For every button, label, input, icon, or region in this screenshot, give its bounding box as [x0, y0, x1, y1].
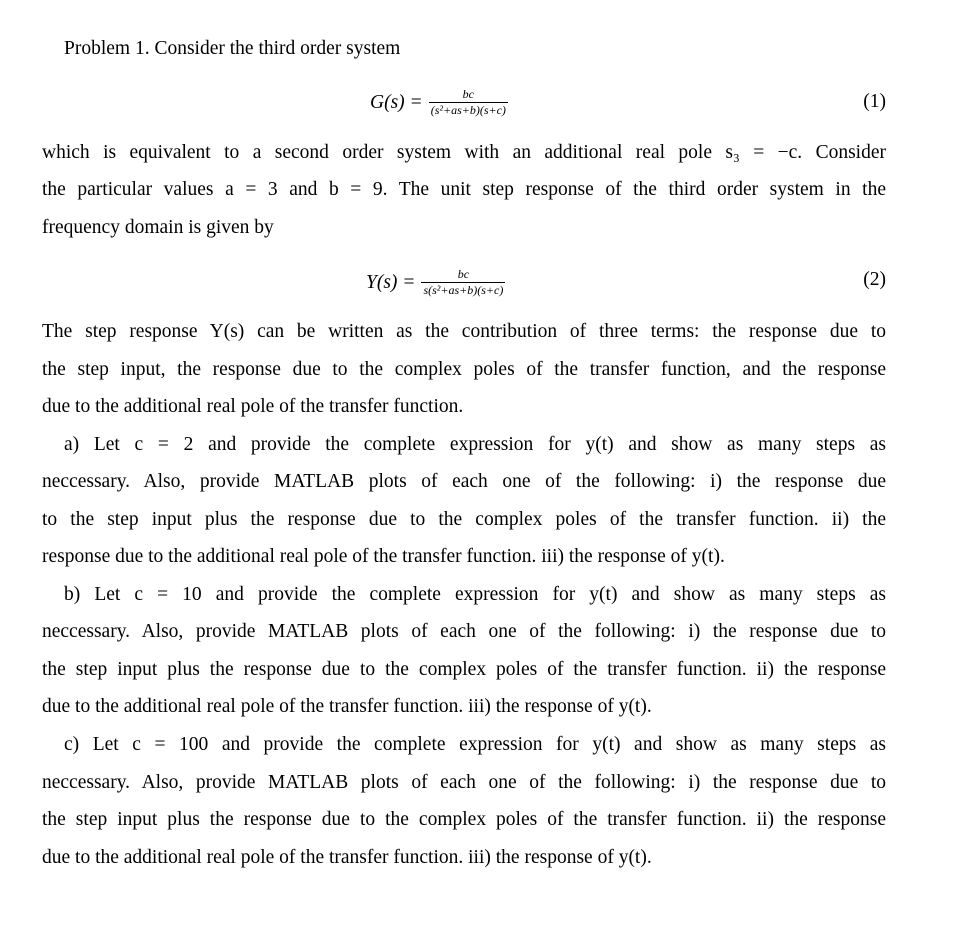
paragraph-1-line-3: frequency domain is given by — [42, 217, 274, 238]
part-c-line-2: neccessary. Also, provide MATLAB plots of each one of the following: i) the response due to — [42, 772, 886, 793]
part-b-line-4: due to the additional real pole of the transfer function. iii) the response of y(t). — [42, 696, 652, 717]
equation-1-lhs: G(s) = — [370, 91, 423, 113]
equation-1-number: (1) — [863, 91, 886, 112]
part-a-line-3: to the step input plus the response due to the complex poles of the transfer function. ii) the — [42, 509, 886, 530]
part-b-line-2: neccessary. Also, provide MATLAB plots of each one of the following: i) the response due to — [42, 621, 886, 642]
paragraph-1-line-2: the particular values a = 3 and b = 9. The unit step response of the third order system in the — [42, 179, 886, 200]
paragraph-2-line-3: due to the additional real pole of the transfer function. — [42, 396, 464, 417]
paragraph-2-line-1: The step response Y(s) can be written as the contribution of three terms: the response due to — [42, 321, 886, 342]
part-b-line-3: the step input plus the response due to the complex poles of the transfer function. ii) the response — [42, 659, 886, 680]
part-c-line-3: the step input plus the response due to the complex poles of the transfer function. ii) the response — [42, 809, 886, 830]
equation-2-lhs: Y(s) = — [366, 271, 416, 293]
part-a-line-2: neccessary. Also, provide MATLAB plots of each one of the following: i) the response due — [42, 471, 886, 492]
equation-2 — [366, 268, 505, 297]
equation-1-fraction — [429, 88, 508, 117]
part-c-line-4: due to the additional real pole of the transfer function. iii) the response of y(t). — [42, 847, 652, 868]
paragraph-1-line-1: which is equivalent to a second order system with an additional real pole s₃ = −c. Consider — [42, 142, 886, 163]
equation-1-numerator: bc — [462, 87, 474, 101]
paragraph-2-line-2: the step input, the response due to the complex poles of the transfer function, and the response — [42, 359, 886, 380]
part-b-line-1: b) Let c = 10 and provide the complete expression for y(t) and show as many steps as — [64, 584, 886, 605]
equation-1-denominator: (s²+as+b)(s+c) — [430, 103, 506, 117]
equation-2-denominator: s(s²+as+b)(s+c) — [423, 283, 504, 297]
part-a-line-1: a) Let c = 2 and provide the complete expression for y(t) and show as many steps as — [64, 434, 886, 455]
equation-1 — [370, 88, 508, 117]
equation-2-numerator: bc — [457, 267, 470, 281]
part-a-line-4: response due to the additional real pole of the transfer function. iii) the response of y(t). — [42, 546, 725, 567]
equation-2-number: (2) — [863, 269, 886, 290]
part-c-line-1: c) Let c = 100 and provide the complete expression for y(t) and show as many steps as — [64, 734, 886, 755]
problem-heading: Problem 1. Consider the third order system — [64, 38, 401, 59]
equation-2-fraction — [421, 268, 505, 297]
